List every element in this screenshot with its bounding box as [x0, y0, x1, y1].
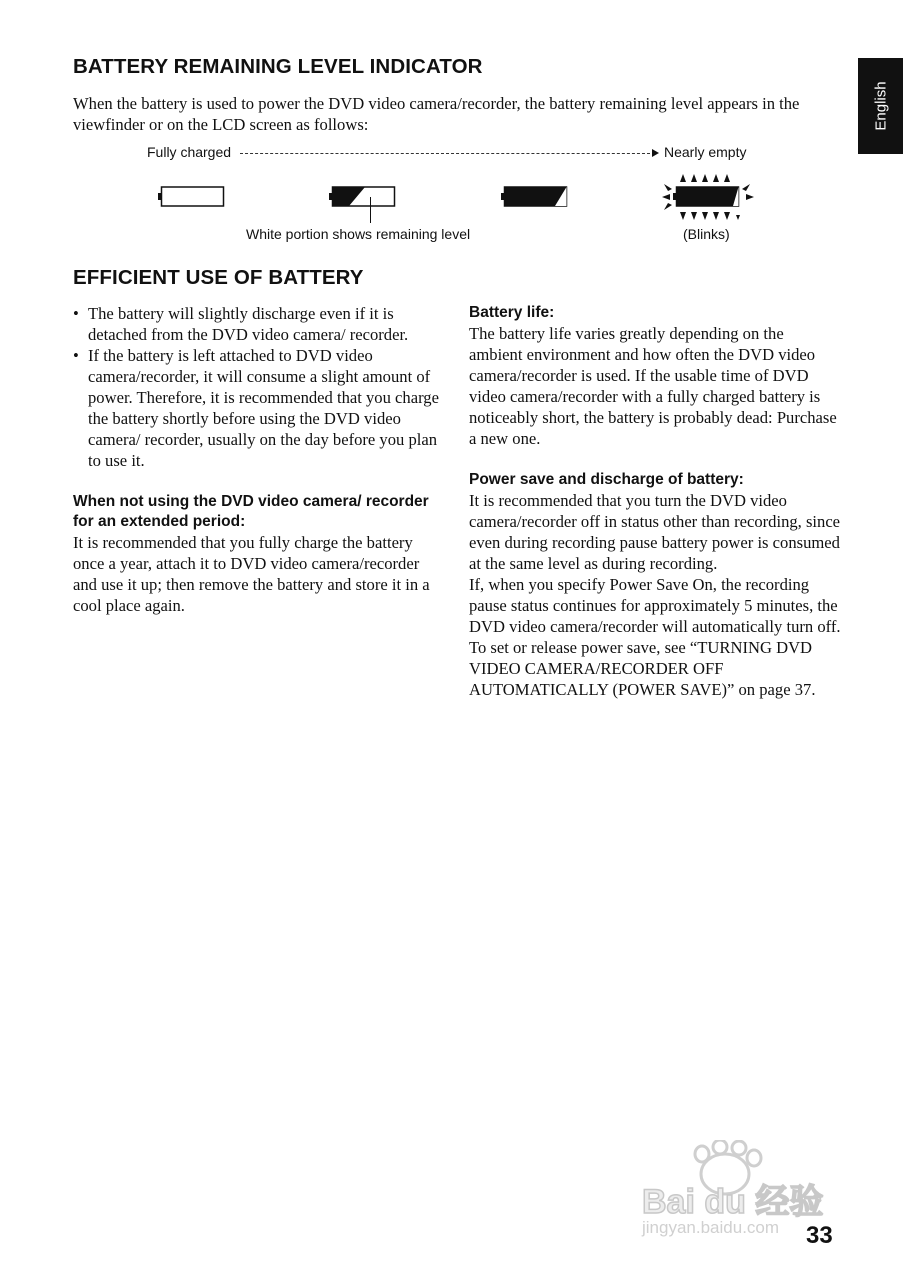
arrow-right-icon [652, 149, 659, 157]
power-save-body-2: If, when you specify Power Save On, the recording pause status continues for approximately 5 minutes, the DVD video camera/recorder will automatically turn off. [469, 575, 841, 636]
blinks-label: (Blinks) [683, 226, 730, 242]
section-heading-battery-indicator: BATTERY REMAINING LEVEL INDICATOR [73, 55, 483, 78]
nearly-empty-label: Nearly empty [664, 144, 747, 160]
battery-low-icon [501, 186, 569, 208]
battery-life-body: The battery life varies greatly depending on the ambient environment and how often the DVD video camera/recorder is used. If the usable time of DVD video camera/recorder with a fully charged battery is noticeably short, the battery is probably dead: Purchase a new one. [469, 324, 837, 448]
power-save-body-1: It is recommended that you turn the DVD video camera/recorder off in status other than recording, since even during recording pause battery power is consumed at the same level as during recording. [469, 491, 841, 573]
left-column [73, 303, 445, 616]
power-save-body-3: To set or release power save, see “TURNING DVD VIDEO CAMERA/RECORDER OFF AUTOMATICALLY (POWER SAVE)” on page 37. [469, 638, 816, 699]
watermark-brand: Bai du 经验 [642, 1183, 824, 1221]
intro-paragraph: When the battery is used to power the DVD video camera/recorder, the battery remaining level appears in the viewfinder or on the LCD screen as follows: [73, 94, 800, 134]
white-portion-label: White portion shows remaining level [246, 226, 471, 242]
subheading-battery-life: Battery life: [469, 304, 555, 321]
section-heading-efficient-use: EFFICIENT USE OF BATTERY [73, 266, 364, 289]
language-tab [858, 58, 903, 154]
right-column [469, 303, 841, 700]
subheading-power-save: Power save and discharge of battery: [469, 471, 744, 488]
level-scale-line [240, 153, 650, 154]
language-tab-label: English [872, 81, 889, 131]
fully-charged-label: Fully charged [147, 144, 232, 160]
remaining-level-pointer [370, 197, 371, 223]
subheading-not-using: When not using the DVD video camera/ recorder for an extended period: [73, 493, 429, 530]
list-item: • If the battery is left attached to DVD video camera/recorder, it will consume a slight amount of power. Therefore, it is recommended that you charge the battery shortly before using the DVD video camera/ recorder, usually on the day before you plan to use it. [73, 345, 445, 471]
battery-partial-icon [329, 186, 397, 208]
tips-list [73, 303, 445, 471]
list-item: • The battery will slightly discharge even if it is detached from the DVD video camera/ recorder. [73, 303, 445, 345]
not-using-body: It is recommended that you fully charge the battery once a year, attach it to DVD video camera/recorder and use it up; then remove the battery and store it in a cool place again. [73, 533, 430, 615]
battery-empty-blinking-icon [658, 170, 758, 224]
page-number: 33 [806, 1222, 833, 1249]
watermark-url: jingyan.baidu.com [642, 1218, 780, 1237]
battery-full-icon [158, 186, 226, 208]
